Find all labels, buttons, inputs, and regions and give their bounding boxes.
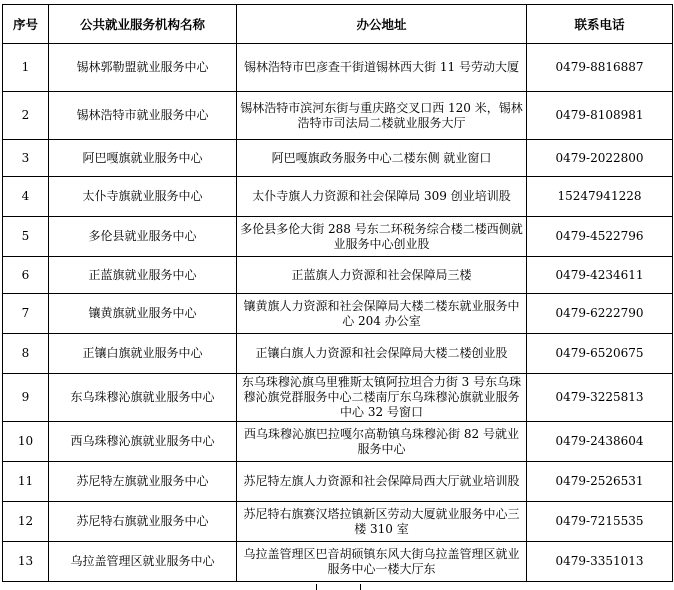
row-phone: 0479-2526531 (527, 462, 673, 502)
row-name: 锡林浩特市就业服务中心 (49, 92, 237, 140)
row-phone: 15247941228 (527, 177, 673, 217)
row-name: 太仆寺旗就业服务中心 (49, 177, 237, 217)
row-index: 1 (3, 44, 49, 92)
row-index: 2 (3, 92, 49, 140)
table-row (3, 422, 673, 462)
table-row (3, 140, 673, 177)
row-index: 4 (3, 177, 49, 217)
row-phone: 0479-3351013 (527, 542, 673, 582)
row-address: 锡林浩特市滨河东街与重庆路交叉口西 120 米，锡林浩特市司法局二楼就业服务大厅 (237, 92, 527, 140)
row-phone: 0479-8816887 (527, 44, 673, 92)
row-index: 3 (3, 140, 49, 177)
row-address: 西乌珠穆沁旗巴拉嘎尔高勒镇乌珠穆沁街 82 号就业服务中心 (237, 422, 527, 462)
row-address: 苏尼特左旗人力资源和社会保障局西大厅就业培训股 (237, 462, 527, 502)
table-row (3, 294, 673, 334)
row-index: 5 (3, 217, 49, 257)
header-address: 办公地址 (237, 5, 527, 44)
row-address: 镶黄旗人力资源和社会保障局大楼二楼东就业服务中心 204 办公室 (237, 294, 527, 334)
row-name: 西乌珠穆沁旗就业服务中心 (49, 422, 237, 462)
row-address: 太仆寺旗人力资源和社会保障局 309 创业培训股 (237, 177, 527, 217)
row-name: 正蓝旗就业服务中心 (49, 257, 237, 294)
table-row (3, 92, 673, 140)
row-name: 阿巴嘎旗就业服务中心 (49, 140, 237, 177)
row-address: 多伦县多伦大街 288 号东二环税务综合楼二楼西侧就业服务中心创业股 (237, 217, 527, 257)
row-index: 6 (3, 257, 49, 294)
table-row (3, 177, 673, 217)
row-phone: 0479-2022800 (527, 140, 673, 177)
row-address: 苏尼特右旗赛汉塔拉镇新区劳动大厦就业服务中心三楼 310 室 (237, 502, 527, 542)
table-row (3, 462, 673, 502)
page-edge-tick (360, 584, 361, 590)
page-edge-tick (316, 584, 317, 590)
row-address: 锡林浩特市巴彦查干街道锡林西大街 11 号劳动大厦 (237, 44, 527, 92)
row-name: 东乌珠穆沁旗就业服务中心 (49, 374, 237, 422)
employment-service-table (2, 4, 673, 582)
table-header-row (3, 5, 673, 44)
row-index: 8 (3, 334, 49, 374)
row-name: 多伦县就业服务中心 (49, 217, 237, 257)
row-phone: 0479-4234611 (527, 257, 673, 294)
row-phone: 0479-8108981 (527, 92, 673, 140)
row-phone: 0479-6520675 (527, 334, 673, 374)
row-name: 苏尼特左旗就业服务中心 (49, 462, 237, 502)
row-index: 9 (3, 374, 49, 422)
row-name: 镶黄旗就业服务中心 (49, 294, 237, 334)
table-row (3, 217, 673, 257)
table-row (3, 257, 673, 294)
row-phone: 0479-2438604 (527, 422, 673, 462)
header-index: 序号 (3, 5, 49, 44)
row-name: 锡林郭勒盟就业服务中心 (49, 44, 237, 92)
row-address: 阿巴嘎旗政务服务中心二楼东侧 就业窗口 (237, 140, 527, 177)
row-index: 13 (3, 542, 49, 582)
table-row (3, 44, 673, 92)
table-row (3, 334, 673, 374)
row-phone: 0479-3225813 (527, 374, 673, 422)
header-name: 公共就业服务机构名称 (49, 5, 237, 44)
header-phone: 联系电话 (527, 5, 673, 44)
row-name: 苏尼特右旗就业服务中心 (49, 502, 237, 542)
row-name: 正镶白旗就业服务中心 (49, 334, 237, 374)
row-phone: 0479-4522796 (527, 217, 673, 257)
table-row (3, 502, 673, 542)
row-index: 7 (3, 294, 49, 334)
row-name: 乌拉盖管理区就业服务中心 (49, 542, 237, 582)
table-row (3, 374, 673, 422)
table-row (3, 542, 673, 582)
row-phone: 0479-6222790 (527, 294, 673, 334)
row-index: 10 (3, 422, 49, 462)
row-address: 乌拉盖管理区巴音胡硕镇东风大街乌拉盖管理区就业服务中心一楼大厅东 (237, 542, 527, 582)
row-address: 东乌珠穆沁旗乌里雅斯太镇阿拉坦合力街 3 号东乌珠穆沁旗党群服务中心二楼南厅东乌珠穆沁旗就业服务中心 32 号窗口 (237, 374, 527, 422)
row-index: 12 (3, 502, 49, 542)
row-phone: 0479-7215535 (527, 502, 673, 542)
row-index: 11 (3, 462, 49, 502)
row-address: 正镶白旗人力资源和社会保障局大楼二楼创业股 (237, 334, 527, 374)
row-address: 正蓝旗人力资源和社会保障局三楼 (237, 257, 527, 294)
